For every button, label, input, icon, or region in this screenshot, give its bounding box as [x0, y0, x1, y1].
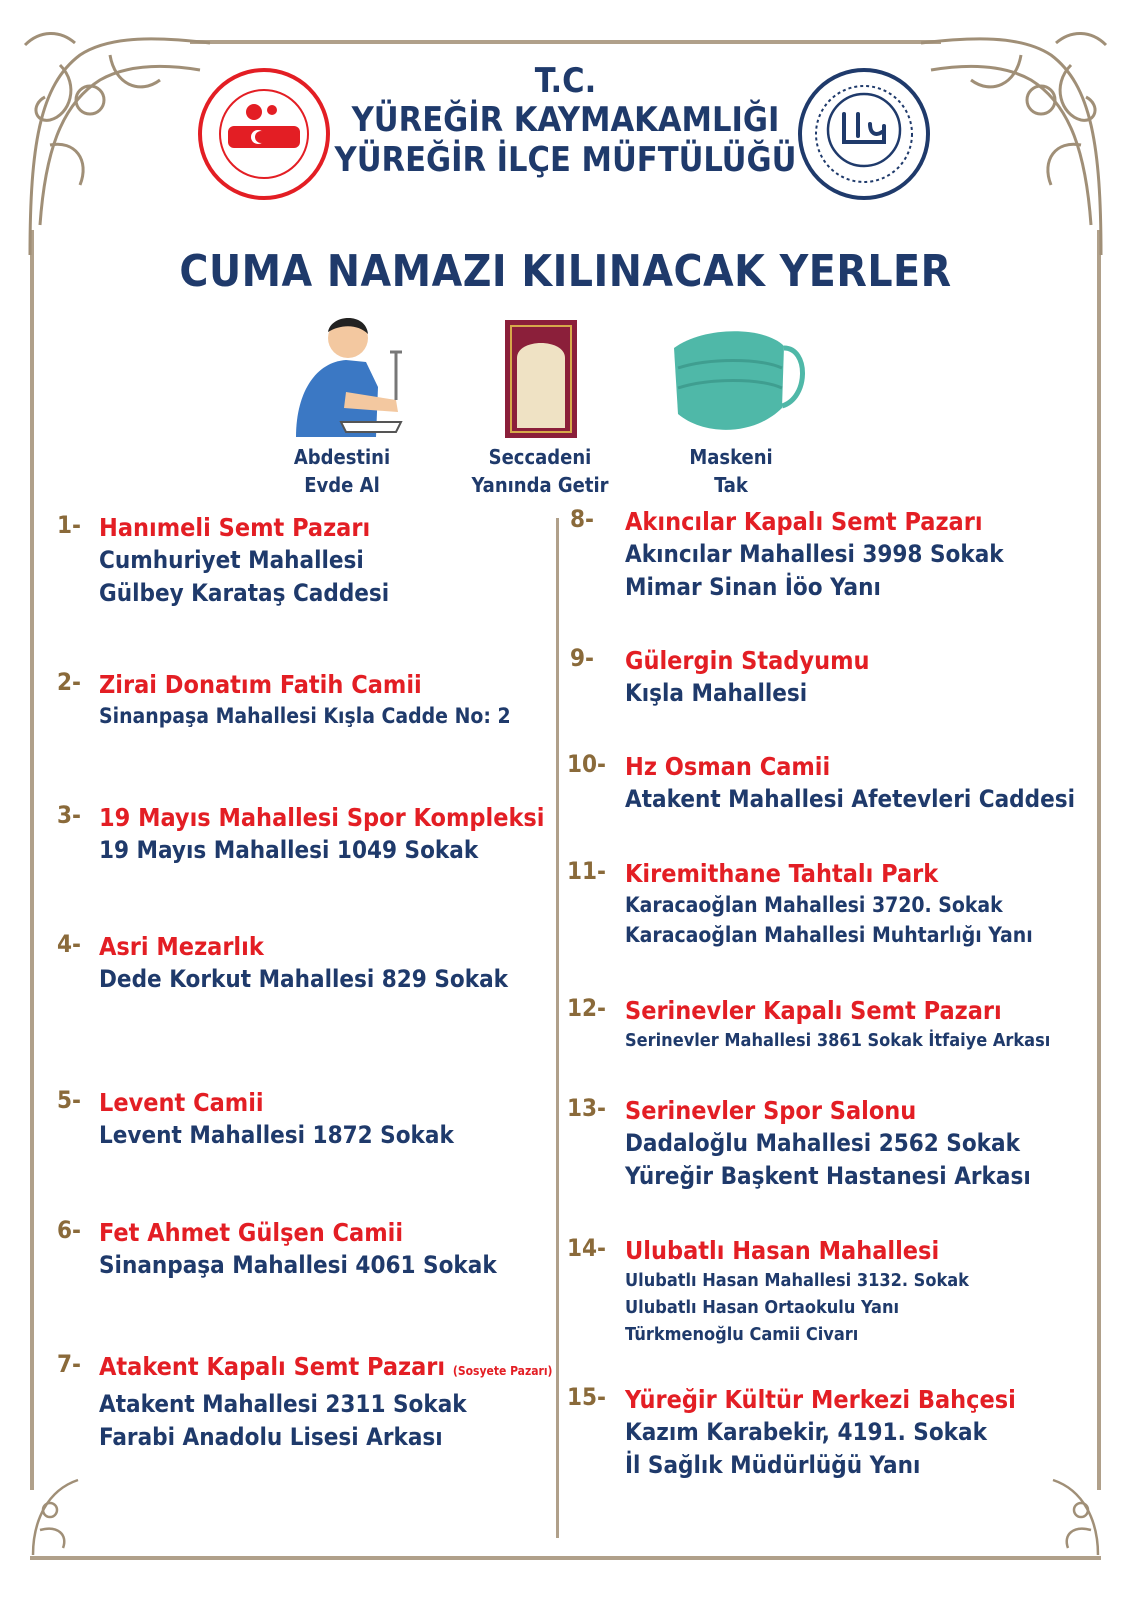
- item-number: 13-: [567, 1094, 607, 1122]
- location-name: [99, 1350, 552, 1388]
- ornament-bottom-right-icon: [1043, 1470, 1103, 1560]
- list-item: [567, 1094, 1031, 1193]
- location-address: Yüreğir Başkent Hastanesi Arkası: [625, 1162, 1031, 1190]
- header-line-2: YÜREĞİR KAYMAKAMLIĞI: [351, 100, 780, 140]
- item-number: 8-: [570, 505, 594, 533]
- item-number: 2-: [57, 668, 81, 696]
- location-address: Atakent Mahallesi 2311 Sokak: [99, 1390, 467, 1418]
- item-number: 9-: [570, 644, 594, 672]
- location-address: Cumhuriyet Mahallesi: [99, 546, 364, 574]
- icon-caption-line: Seccadeni: [488, 445, 592, 469]
- header-line-1: T.C.: [534, 61, 597, 101]
- location-name: Asri Mezarlık: [99, 932, 264, 961]
- location-address: Mimar Sinan İöo Yanı: [625, 573, 881, 601]
- location-address: Farabi Anadolu Lisesi Arkası: [99, 1423, 443, 1451]
- location-name: Hz Osman Camii: [625, 752, 831, 781]
- list-item: [57, 668, 511, 731]
- header-line-3: YÜREĞİR İLÇE MÜFTÜLÜĞÜ: [334, 140, 797, 180]
- location-name: Hanımeli Semt Pazarı: [99, 513, 371, 542]
- location-name-text: Atakent Kapalı Semt Pazarı: [99, 1352, 446, 1381]
- list-item: [567, 857, 1033, 950]
- item-number: 7-: [57, 1350, 81, 1378]
- location-address: İl Sağlık Müdürlüğü Yanı: [625, 1451, 921, 1479]
- icon-caption-line: Evde Al: [304, 473, 380, 497]
- icon-caption-mask: [651, 443, 811, 499]
- item-number: 5-: [57, 1086, 81, 1114]
- location-address: Levent Mahallesi 1872 Sokak: [99, 1121, 454, 1149]
- ablution-icon: [286, 312, 416, 442]
- item-number: 15-: [567, 1383, 607, 1411]
- list-item: [567, 1234, 969, 1348]
- location-name: 19 Mayıs Mahallesi Spor Kompleksi: [99, 803, 545, 832]
- location-address: Dadaloğlu Mahallesi 2562 Sokak: [625, 1129, 1020, 1157]
- icon-caption-line: Maskeni: [689, 445, 773, 469]
- location-address: Serinevler Mahallesi 3861 Sokak İtfaiye Arkası: [625, 1030, 1051, 1051]
- frame-right-border: [1097, 230, 1101, 1490]
- list-item: [570, 505, 1004, 604]
- prayer-rug-icon: [503, 318, 579, 440]
- location-address: Karacaoğlan Mahallesi 3720. Sokak: [625, 893, 1003, 917]
- location-address: Ulubatlı Hasan Mahallesi 3132. Sokak: [625, 1270, 969, 1291]
- location-address: Sinanpaşa Mahallesi Kışla Cadde No: 2: [99, 704, 511, 728]
- ornament-bottom-left-icon: [28, 1470, 88, 1560]
- list-item: [57, 1350, 552, 1454]
- item-number: 4-: [57, 930, 81, 958]
- location-name: Zirai Donatım Fatih Camii: [99, 670, 422, 699]
- list-item: [57, 1216, 497, 1282]
- location-name: Serinevler Spor Salonu: [625, 1096, 917, 1125]
- face-mask-icon: [664, 318, 806, 440]
- location-address: Sinanpaşa Mahallesi 4061 Sokak: [99, 1251, 497, 1279]
- page-title: CUMA NAMAZI KILINACAK YERLER: [179, 246, 952, 297]
- list-item: [567, 750, 1075, 816]
- item-number: 3-: [57, 801, 81, 829]
- location-address: Kazım Karabekir, 4191. Sokak: [625, 1418, 987, 1446]
- frame-bottom-border: [30, 1556, 1101, 1560]
- list-item: [570, 644, 870, 710]
- location-name: Serinevler Kapalı Semt Pazarı: [625, 996, 1002, 1025]
- location-name: Gülergin Stadyumu: [625, 646, 870, 675]
- header: [0, 62, 1131, 180]
- column-divider: [556, 518, 559, 1538]
- icon-caption-line: Tak: [714, 473, 748, 497]
- location-name: Ulubatlı Hasan Mahallesi: [625, 1236, 940, 1265]
- list-item: [57, 511, 389, 610]
- item-number: 12-: [567, 994, 607, 1022]
- location-name: Levent Camii: [99, 1088, 264, 1117]
- location-name: Fet Ahmet Gülşen Camii: [99, 1218, 404, 1247]
- location-address: Gülbey Karataş Caddesi: [99, 579, 390, 607]
- icon-caption-line: Yanında Getir: [471, 473, 609, 497]
- icon-caption-line: Abdestini: [293, 445, 391, 469]
- location-address: Kışla Mahallesi: [625, 679, 808, 707]
- location-name: Kiremithane Tahtalı Park: [625, 859, 939, 888]
- location-address: Türkmenoğlu Camii Civarı: [625, 1324, 859, 1345]
- frame-top-border: [190, 40, 941, 44]
- list-item: [57, 801, 545, 867]
- list-item: [567, 1383, 1016, 1482]
- item-number: 6-: [57, 1216, 81, 1244]
- icon-caption-prayer-rug: [460, 443, 620, 499]
- item-number: 10-: [567, 750, 607, 778]
- location-note: (Sosyete Pazarı): [452, 1364, 553, 1378]
- location-address: Karacaoğlan Mahallesi Muhtarlığı Yanı: [625, 923, 1033, 947]
- list-item: [57, 930, 508, 996]
- location-address: Akıncılar Mahallesi 3998 Sokak: [625, 540, 1004, 568]
- list-item: [567, 994, 1050, 1054]
- location-name: Akıncılar Kapalı Semt Pazarı: [625, 507, 983, 536]
- item-number: 11-: [567, 857, 607, 885]
- location-address: Ulubatlı Hasan Ortaokulu Yanı: [625, 1297, 900, 1318]
- item-number: 14-: [567, 1234, 607, 1262]
- location-address: 19 Mayıs Mahallesi 1049 Sokak: [99, 836, 479, 864]
- location-address: Atakent Mahallesi Afetevleri Caddesi: [625, 785, 1075, 813]
- frame-left-border: [30, 230, 34, 1490]
- item-number: 1-: [57, 511, 81, 539]
- location-name: Yüreğir Kültür Merkezi Bahçesi: [625, 1385, 1016, 1414]
- location-address: Dede Korkut Mahallesi 829 Sokak: [99, 965, 509, 993]
- list-item: [57, 1086, 454, 1152]
- icon-caption-ablution: [262, 443, 422, 499]
